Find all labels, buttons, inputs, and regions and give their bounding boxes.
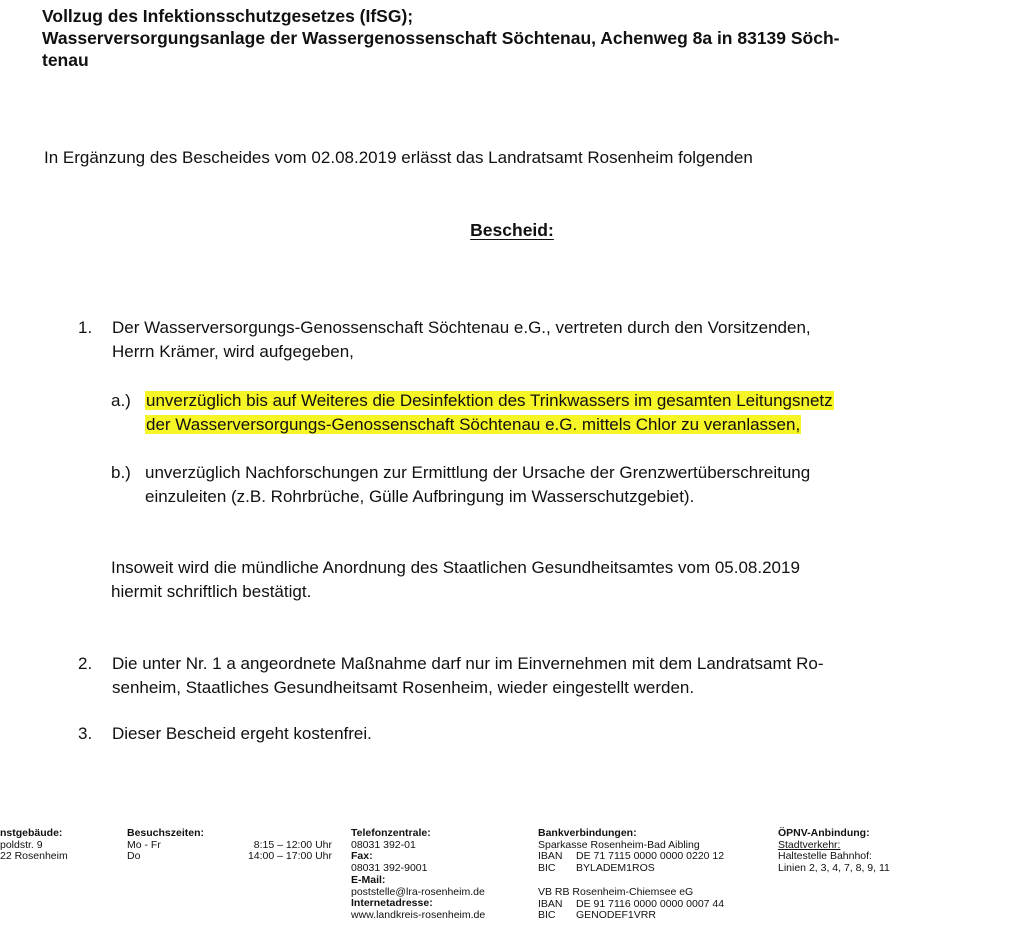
footer-text: Linien 2, 3, 4, 7, 8, 9, 11 [778,862,890,875]
item-number: 3. [78,724,93,743]
subject-line: tenau [42,50,89,70]
item-number: 2. [78,654,93,673]
email-address: poststelle@lra-rosenheim.de [351,885,485,898]
phone-number: 08031 392-01 [351,838,416,851]
sub-item-label: a.) [111,391,131,410]
intro-paragraph: In Ergänzung des Bescheides vom 02.08.2019 erlässt das Landratsamt Rosenheim folgenden [44,148,753,167]
footer-heading: Telefonzentrale: [351,827,431,839]
iban-label: IBAN [538,850,563,863]
bank-name: VB RB Rosenheim-Chiemsee eG [538,885,694,898]
footer-contact [351,828,485,922]
item-text-line: Der Wasserversorgungs-Genossenschaft Söchtenau e.G., vertreten durch den Vorsitzenden, [112,318,811,337]
footer-text: Haltestelle Bahnhof: [778,850,872,863]
footer-text: poldstr. 9 [0,838,43,851]
footer-heading: ÖPNV-Anbindung: [778,827,870,839]
footer-text: 22 Rosenheim [0,850,68,863]
subject-line: Vollzug des Infektionsschutzgesetzes (IfSG); [42,6,414,26]
iban-label: IBAN [538,897,563,910]
footer-heading: nstgebäude: [0,827,63,839]
heading-text: Bescheid: [470,220,554,240]
highlighted-text: der Wasserversorgungs-Genossenschaft Söchtenau e.G. mittels Chlor zu veranlassen, [146,415,801,434]
bank-name: Sparkasse Rosenheim-Bad Aibling [538,838,700,851]
bank-bic [538,910,724,922]
letterhead-footer [0,828,1024,939]
bic-label: BIC [538,909,556,922]
sub-item-text-line: einzuleiten (z.B. Rohrbrüche, Gülle Aufbringung im Wasserschutzgebiet). [145,487,695,506]
iban-value: DE 91 7116 0000 0000 0007 44 [576,897,725,910]
fax-number: 08031 392-9001 [351,862,428,875]
sub-item-text-line: unverzüglich Nachforschungen zur Ermittlung der Ursache der Grenzwertüberschreitung [145,463,811,482]
item-text-line: Dieser Bescheid ergeht kostenfrei. [112,724,372,743]
iban-value: DE 71 7115 0000 0000 0220 12 [576,850,725,863]
subject-line: Wasserversorgungsanlage der Wassergenossenschaft Söchtenau, Achenweg 8a in 83139 Söch- [42,28,840,48]
footer-text: Stadtverkehr: [778,838,841,851]
document-heading [0,220,1024,241]
confirmation-paragraph [111,556,800,604]
item-number: 1. [78,318,93,337]
footer-heading: Besuchszeiten: [127,827,205,839]
sub-item-label: b.) [111,463,131,482]
footer-text: 14:00 – 17:00 Uhr [247,850,332,863]
footer-bank [538,828,724,922]
footer-address [0,828,68,863]
footer-heading: Bankverbindungen: [538,827,637,839]
footer-hours [127,828,332,863]
paragraph-line: hiermit schriftlich bestätigt. [111,582,312,601]
item-text-line: Herrn Krämer, wird aufgegeben, [112,342,354,361]
bic-value: BYLADEM1ROS [576,862,655,875]
item-text-line: senheim, Staatliches Gesundheitsamt Rosenheim, wieder eingestellt werden. [112,678,695,697]
footer-heading: E-Mail: [351,873,386,886]
footer-heading: Internetadresse: [351,897,433,910]
footer-text: 8:15 – 12:00 Uhr [253,838,332,851]
bic-label: BIC [538,862,556,875]
footer-heading: Fax: [351,850,373,863]
website-address: www.landkreis-rosenheim.de [351,908,486,921]
highlighted-text: unverzüglich bis auf Weiteres die Desinfektion des Trinkwassers im gesamten Leitungsnetz [146,391,833,410]
bank-bic [538,863,724,875]
bic-value: GENODEF1VRR [576,909,656,922]
footer-transit [778,828,890,875]
footer-text: Mo - Fr [127,838,161,851]
paragraph-line: Insoweit wird die mündliche Anordnung des Staatlichen Gesundheitsamtes vom 05.08.2019 [111,558,800,577]
item-text-line: Die unter Nr. 1 a angeordnete Maßnahme darf nur im Einvernehmen mit dem Landratsamt Ro- [112,654,824,673]
footer-text: Do [127,850,141,863]
document-subject [42,5,1002,71]
